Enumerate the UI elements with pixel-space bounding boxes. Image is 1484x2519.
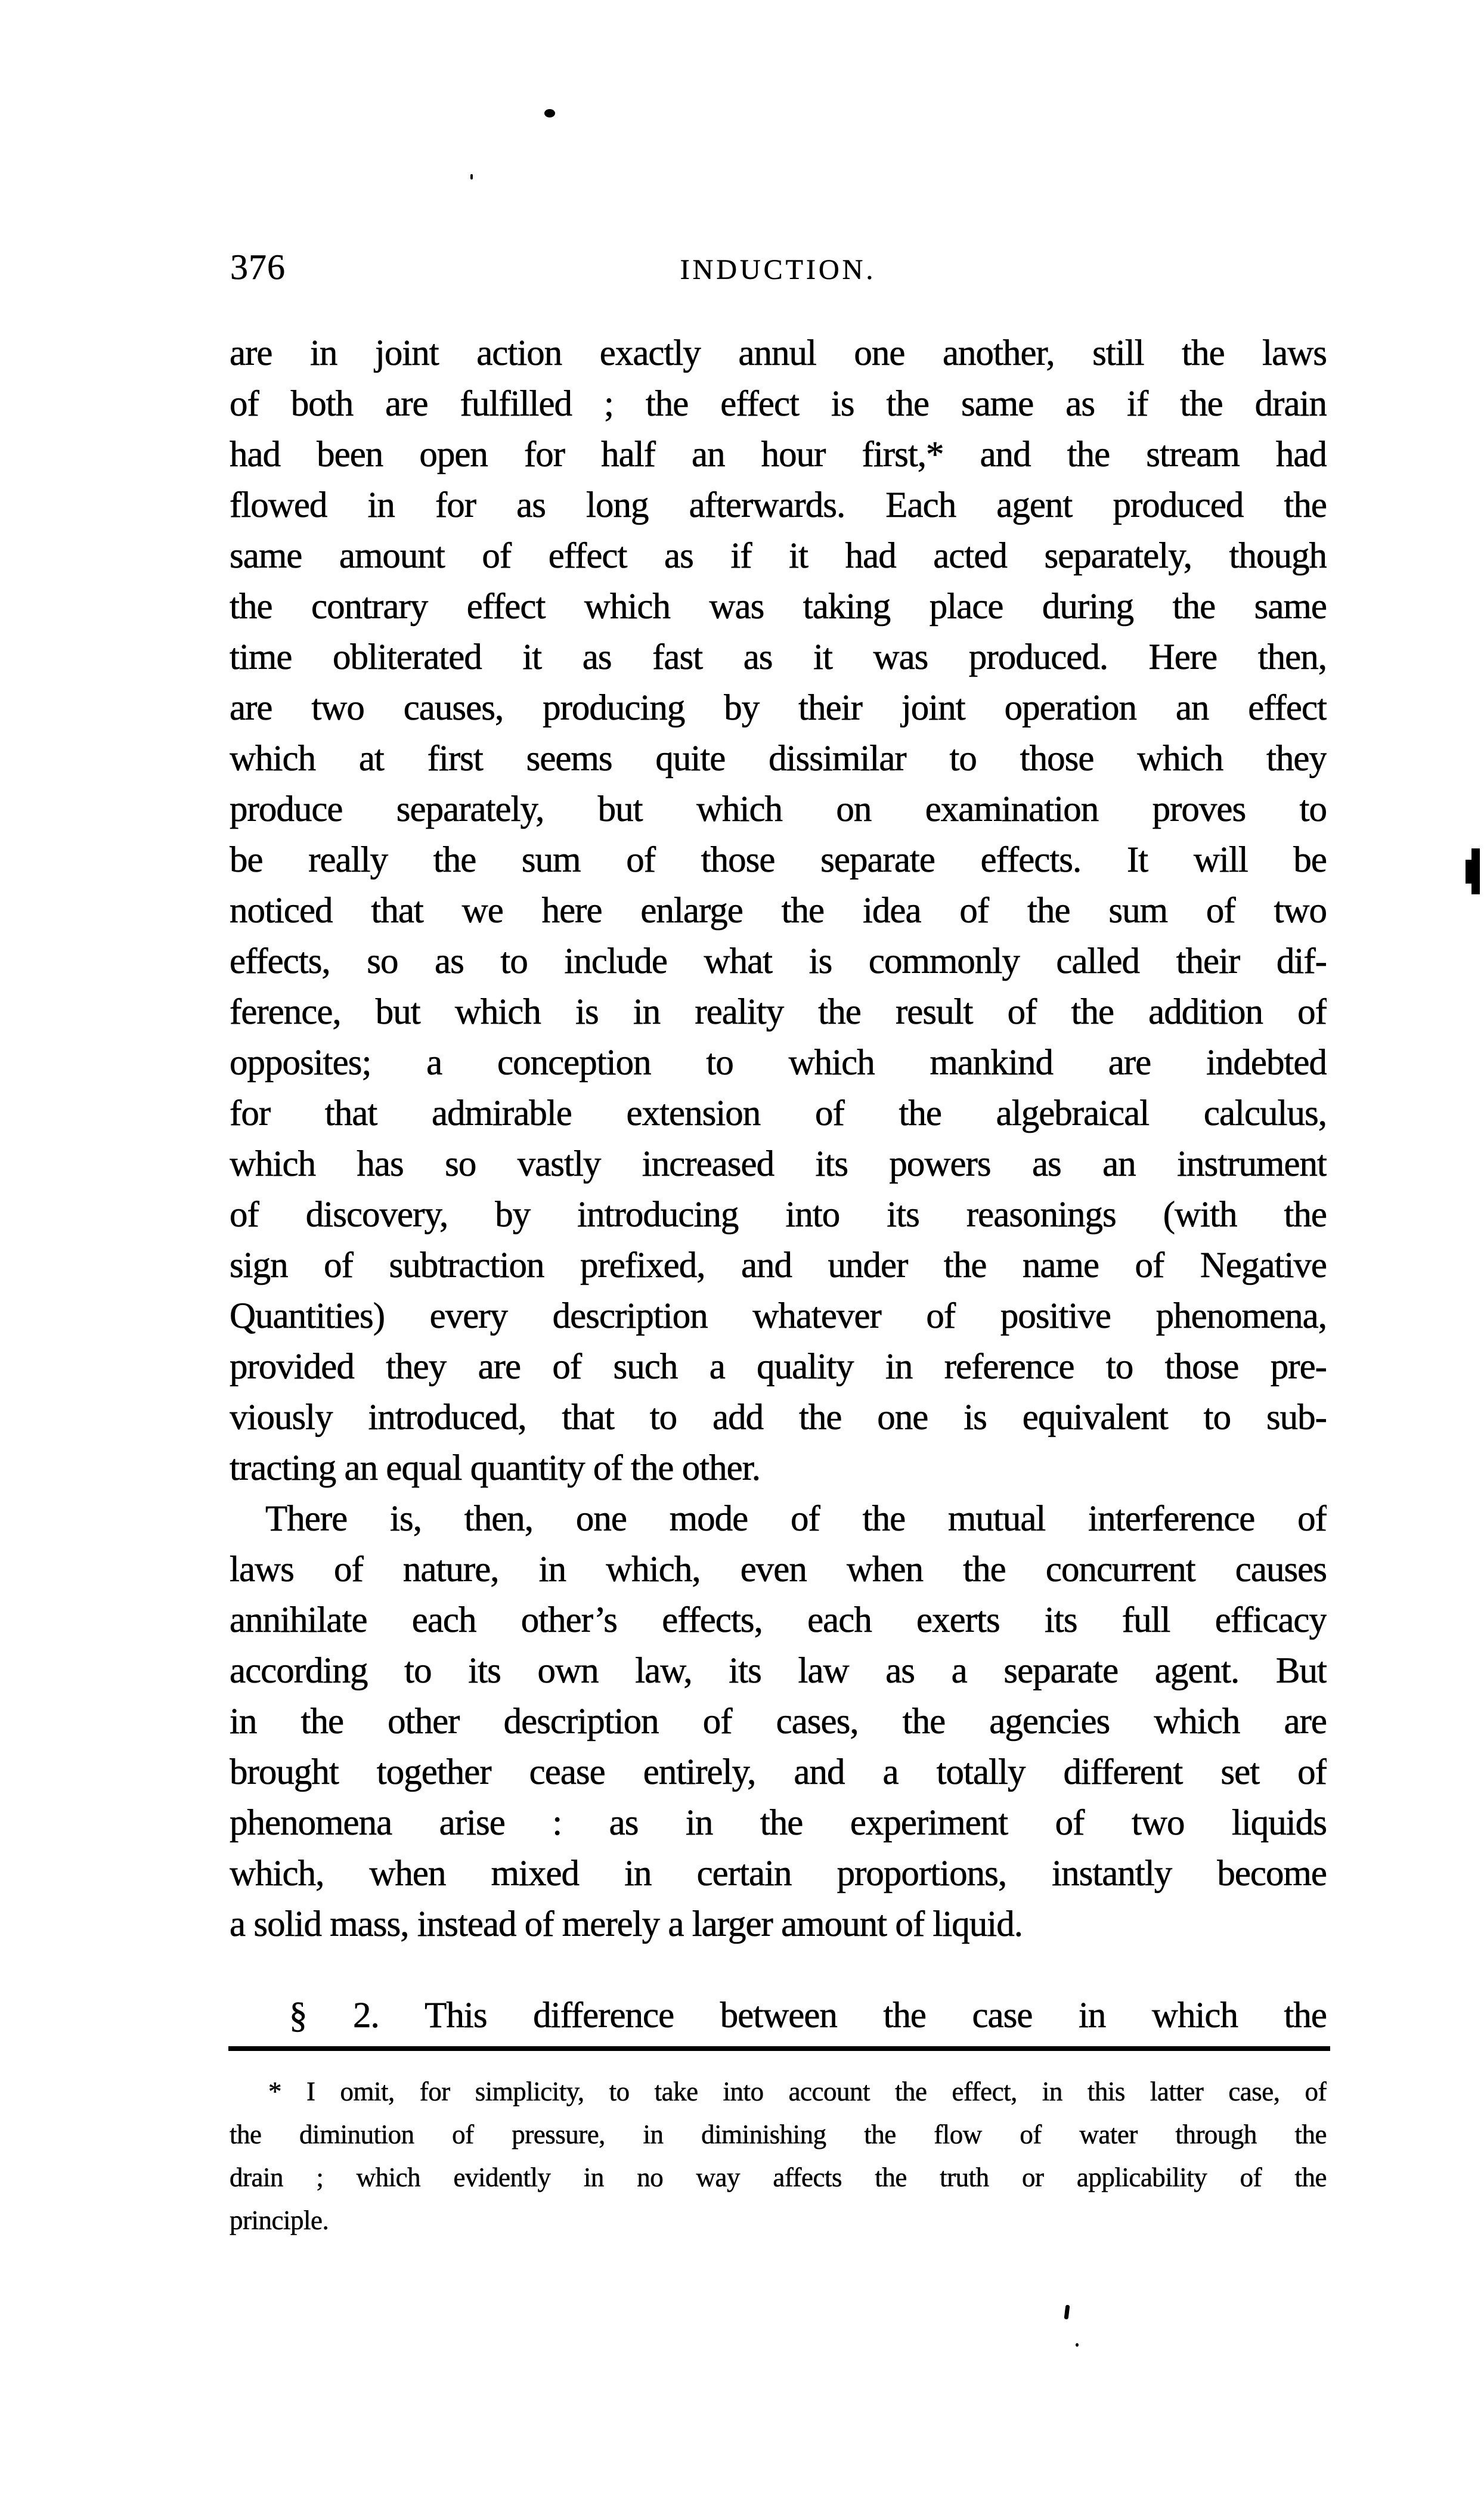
ink-speck-small-top: [470, 174, 473, 179]
body-line: the contrary effect which was taking place during the same: [230, 587, 1327, 627]
ink-dot-bottom: [1076, 2343, 1079, 2347]
body-line: brought together cease entirely, and a totally different set of: [230, 1752, 1327, 1792]
body-line: produce separately, but which on examination proves to: [230, 789, 1327, 829]
body-line: be really the sum of those separate effects. It will be: [230, 840, 1327, 880]
ink-speck-top: [544, 109, 555, 117]
body-line: tracting an equal quantity of the other.: [230, 1448, 760, 1488]
body-line: of discovery, by introducing into its reasonings (with the: [230, 1195, 1327, 1235]
body-line: which has so vastly increased its powers as an instrument: [230, 1144, 1327, 1184]
body-line: phenomena arise : as in the experiment of two liquids: [230, 1803, 1327, 1843]
footnote-rule: [228, 2046, 1330, 2051]
body-line: sign of subtraction prefixed, and under the name of Negative: [230, 1245, 1327, 1285]
footnote-line: the diminution of pressure, in diminishing the flow of water through the: [230, 2120, 1327, 2149]
body-line: had been open for half an hour first,* and the stream had: [230, 435, 1327, 475]
body-line: effects, so as to include what is commonly called their dif-: [230, 941, 1327, 981]
footnote-text: [230, 2070, 1327, 2242]
body-line: opposites; a conception to which mankind are indebted: [230, 1043, 1327, 1083]
body-line: Quantities) every description whatever of positive phenomena,: [230, 1296, 1327, 1336]
body-text: [230, 328, 1327, 2041]
ink-blot-right-margin-bump: [1466, 860, 1471, 884]
body-line: are in joint action exactly annul one another, still the laws: [230, 333, 1327, 373]
body-line: which, when mixed in certain proportions, instantly become: [230, 1854, 1327, 1894]
body-line: There is, then, one mode of the mutual interference of: [265, 1499, 1327, 1539]
footnote-line: drain ; which evidently in no way affects the truth or applicability of the: [230, 2162, 1327, 2192]
body-line: in the other description of cases, the agencies which are: [230, 1702, 1327, 1742]
body-line: laws of nature, in which, even when the concurrent causes: [230, 1550, 1327, 1590]
body-line: which at first seems quite dissimilar to those which they: [230, 739, 1327, 779]
body-line: according to its own law, its law as a separate agent. But: [230, 1651, 1327, 1691]
body-line: same amount of effect as if it had acted separately, though: [230, 536, 1327, 576]
body-line: of both are fulfilled ; the effect is the same as if the drain: [230, 384, 1327, 424]
body-line: § 2. This difference between the case in which the: [289, 1996, 1327, 2035]
body-line: provided they are of such a quality in reference to those pre-: [230, 1347, 1327, 1387]
body-line: ference, but which is in reality the result of the addition of: [230, 992, 1327, 1032]
body-line: flowed in for as long afterwards. Each agent produced the: [230, 485, 1327, 525]
body-line: noticed that we here enlarge the idea of the sum of two: [230, 891, 1327, 931]
body-line: are two causes, producing by their joint operation an effect: [230, 688, 1327, 728]
ink-blot-right-margin: [1471, 848, 1480, 894]
footnote-line: * I omit, for simplicity, to take into account the effect, in this latter case, of: [268, 2077, 1327, 2106]
ink-mark-bottom: [1064, 2305, 1070, 2320]
body-line: a solid mass, instead of merely a larger amount of liquid.: [230, 1904, 1023, 1944]
footnote-line: principle.: [230, 2205, 329, 2235]
body-line: annihilate each other’s effects, each exerts its full efficacy: [230, 1600, 1327, 1640]
body-line: viously introduced, that to add the one is equivalent to sub-: [230, 1398, 1327, 1437]
page-number: 376: [230, 247, 286, 287]
body-line: for that admirable extension of the algebraical calculus,: [230, 1093, 1327, 1133]
body-line: time obliterated it as fast as it was produced. Here then,: [230, 637, 1327, 677]
running-header: INDUCTION.: [680, 254, 876, 286]
